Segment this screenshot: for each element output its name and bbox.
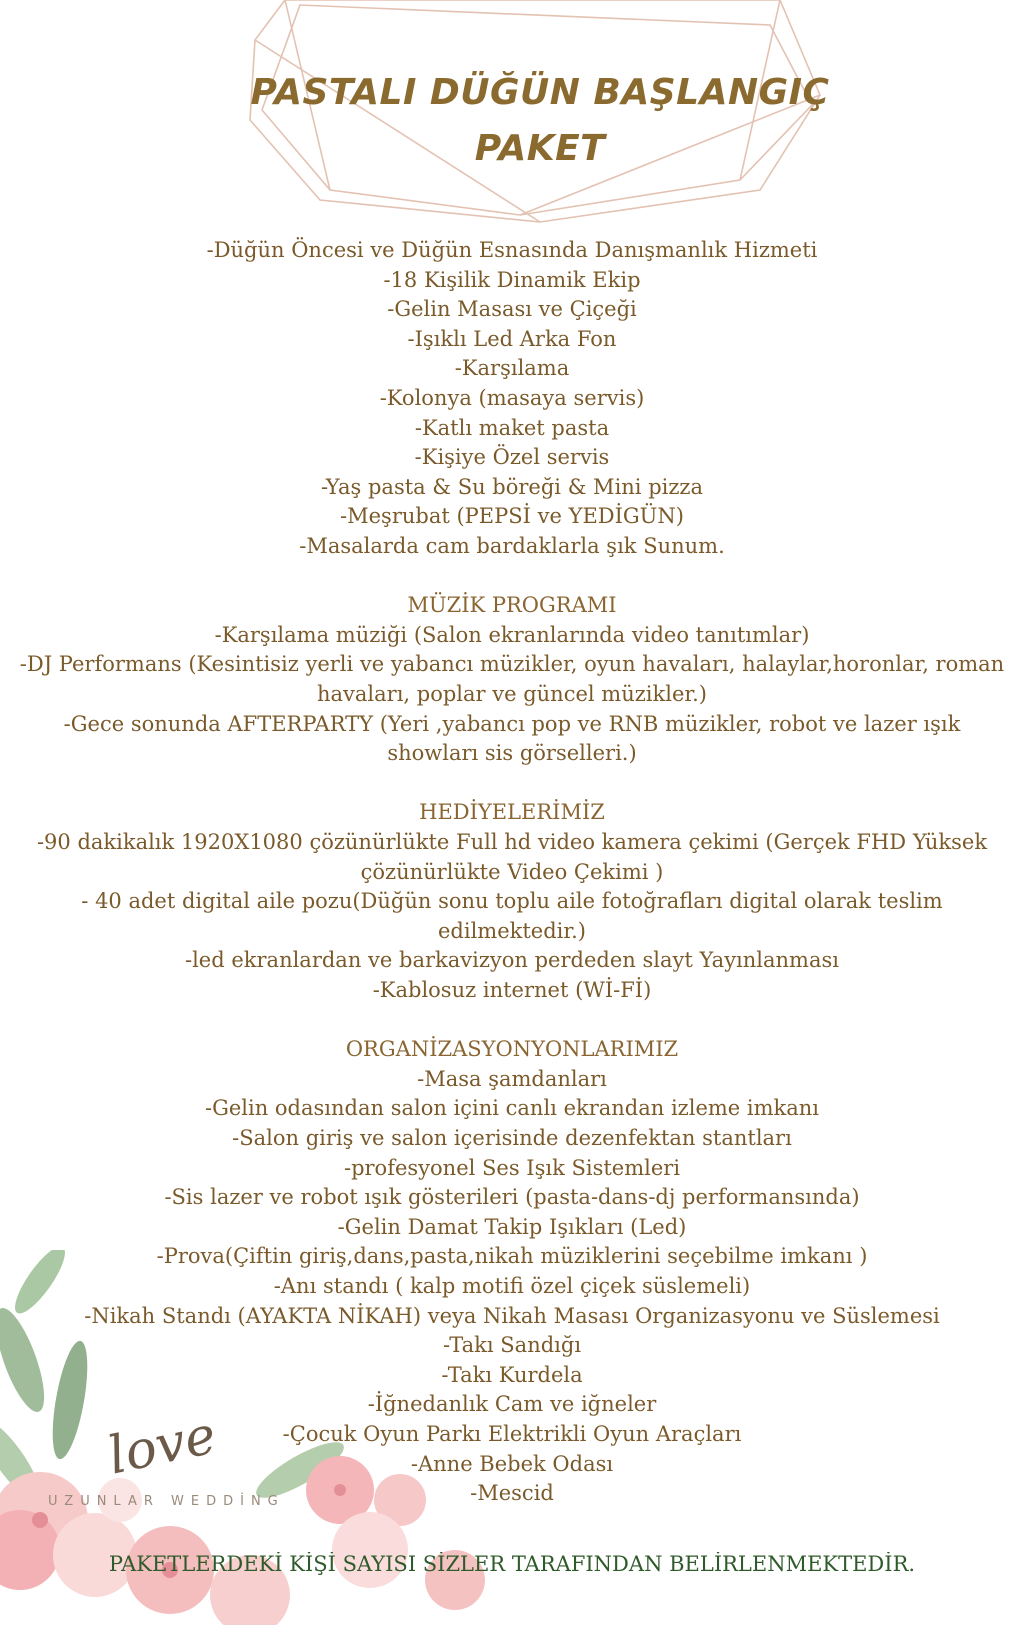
package-item: -Prova(Çiftin giriş,dans,pasta,nikah müziklerini seçebilme imkanı ) [156, 1244, 868, 1269]
section-heading: ORGANİZASYONYONLARIMIZ [345, 1037, 679, 1062]
package-item: -profesyonel Ses Işık Sistemleri [343, 1155, 681, 1180]
brand-name: UZUNLAR WEDDİNG [48, 1494, 285, 1509]
package-item: -Işıklı Led Arka Fon [407, 326, 617, 351]
package-item: -Takı Sandığı [442, 1333, 582, 1358]
section-heading: MÜZİK PROGRAMI [407, 593, 617, 618]
package-item: -Kablosuz internet (Wİ-Fİ) [372, 978, 652, 1002]
package-item: -Meşrubat (PEPSİ ve YEDİGÜN) [340, 504, 684, 529]
package-item: -led ekranlardan ve barkavizyon perdeden slayt Yayınlanması [185, 948, 839, 973]
package-title-line-1: PASTALI DÜĞÜN BAŞLANGIÇ [250, 72, 830, 113]
package-item: -Masalarda cam bardaklarla şık Sunum. [299, 534, 725, 558]
love-script-logo: love [102, 1405, 222, 1487]
package-item: -Gece sonunda AFTERPARTY (Yeri ,yabancı pop ve RNB müzikler, robot ve lazer ışık [63, 711, 961, 736]
package-item: -Mescid [470, 1481, 554, 1506]
package-item: -Gelin Damat Takip Işıkları (Led) [337, 1214, 687, 1239]
package-item: -Düğün Öncesi ve Düğün Esnasında Danışmanlık Hizmeti [206, 238, 818, 262]
package-item: -90 dakikalık 1920X1080 çözünürlükte Full hd video kamera çekimi (Gerçek FHD Yüksek [36, 830, 988, 854]
package-item: -Anı standı ( kalp motifi özel çiçek süslemeli) [273, 1274, 751, 1298]
package-item: - 40 adet digital aile pozu(Düğün sonu toplu aile fotoğrafları digital olarak teslim [81, 889, 943, 914]
package-item: -Kolonya (masaya servis) [379, 386, 645, 410]
package-item: -Kişiye Özel servis [414, 445, 610, 470]
package-item: -Yaş pasta & Su böreği & Mini pizza [320, 474, 704, 499]
package-item: -Gelin odasından salon içini canlı ekrandan izleme imkanı [204, 1096, 820, 1121]
package-item: -Karşılama müziği (Salon ekranlarında video tanıtımlar) [214, 622, 810, 647]
package-item: -Salon giriş ve salon içerisinde dezenfektan stantları [232, 1126, 792, 1150]
package-item: çözünürlükte Video Çekimi ) [360, 859, 664, 884]
package-item: edilmektedir.) [438, 918, 586, 943]
package-item: -Karşılama [454, 356, 570, 381]
package-item: -Masa şamdanları [417, 1066, 607, 1091]
package-item: -Nikah Standı (AYAKTA NİKAH) veya Nikah Masası Organizasyonu ve Süslemesi [84, 1303, 940, 1328]
package-item: havaları, poplar ve güncel müzikler.) [317, 682, 707, 706]
package-item: -Çocuk Oyun Parkı Elektrikli Oyun Araçları [282, 1422, 742, 1446]
package-item: -DJ Performans (Kesintisiz yerli ve yabancı müzikler, oyun havaları, halaylar,horonlar, roman [19, 652, 1005, 677]
package-item: -Takı Kurdela [441, 1362, 583, 1387]
package-item: -İğnedanlık Cam ve iğneler [367, 1392, 657, 1417]
package-item: showları sis görselleri.) [387, 741, 637, 766]
package-title-line-2: PAKET [474, 128, 606, 169]
package-item: -Katlı maket pasta [414, 415, 610, 440]
package-item: -Anne Bebek Odası [410, 1451, 614, 1476]
package-item: -Sis lazer ve robot ışık gösterileri (pasta-dans-dj performansında) [164, 1185, 860, 1210]
section-heading: HEDİYELERİMİZ [419, 800, 605, 825]
package-item: -Gelin Masası ve Çiçeği [387, 297, 637, 322]
package-item: -18 Kişilik Dinamik Ekip [383, 267, 641, 292]
footer-note: PAKETLERDEKİ KİŞİ SAYISI SİZLER TARAFINDAN BELİRLENMEKTEDİR. [108, 1552, 916, 1576]
